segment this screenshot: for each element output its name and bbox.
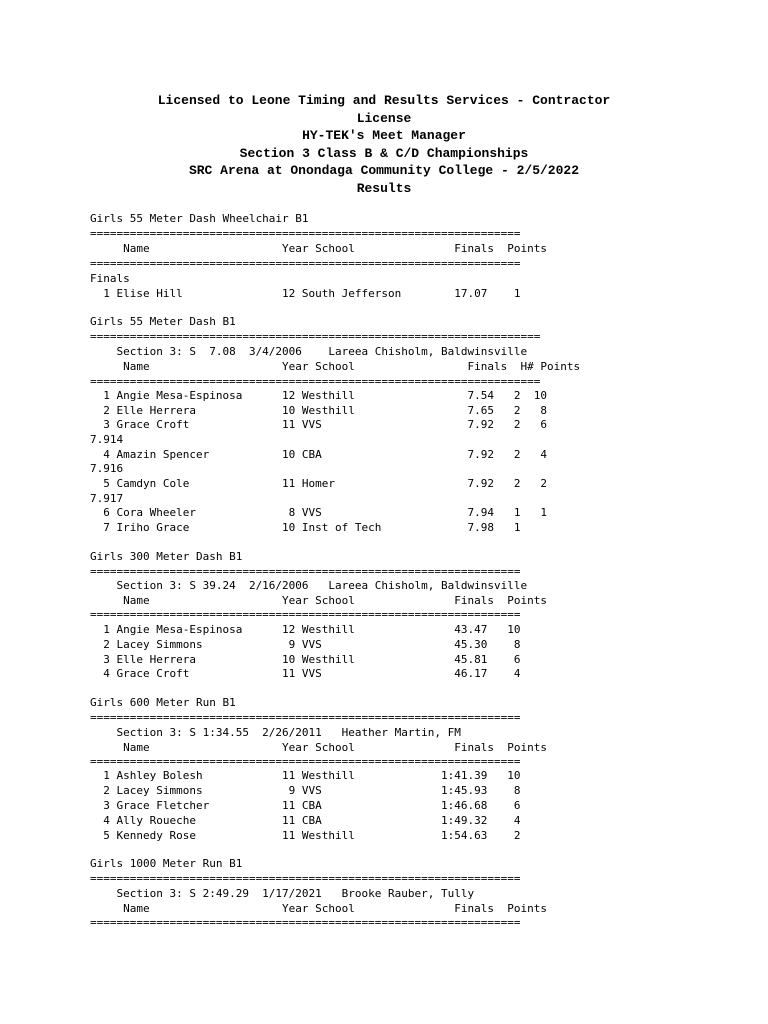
result-row: 5 Kennedy Rose 11 Westhill 1:54.63 2 — [90, 829, 521, 842]
event-title: Girls 300 Meter Dash B1 — [90, 550, 243, 563]
column-header: Name Year School Finals Points — [90, 594, 547, 607]
software-name: HY-TEK's Meet Manager — [302, 128, 466, 143]
results-heading: Results — [356, 180, 412, 196]
section-record: Section 3: S 2:49.29 1/17/2021 Brooke Rauber, Tully — [90, 887, 475, 900]
result-row: 2 Lacey Simmons 9 VVS 1:45.93 8 — [90, 784, 521, 797]
result-row: 3 Grace Fletcher 11 CBA 1:46.68 6 — [90, 799, 521, 812]
result-row: 4 Grace Croft 11 VVS 46.17 4 — [90, 667, 521, 680]
event-title: Girls 55 Meter Dash B1 — [90, 315, 236, 328]
separator-line: ==================================================================== — [90, 375, 541, 388]
tiebreak-time: 7.914 — [90, 433, 124, 446]
event-title: Girls 600 Meter Run B1 — [90, 696, 236, 709]
meet-name: Section 3 Class B & C/D Championships — [239, 145, 529, 161]
section-record: Section 3: S 1:34.55 2/26/2011 Heather Martin, FM — [90, 726, 461, 739]
round-label: Finals — [90, 272, 130, 285]
event-title: Girls 55 Meter Dash Wheelchair B1 — [90, 212, 309, 225]
result-row: 1 Angie Mesa-Espinosa 12 Westhill 43.47 10 — [90, 623, 521, 636]
column-header: Name Year School Finals Points — [90, 242, 547, 255]
column-header: Name Year School Finals Points — [90, 741, 547, 754]
separator-line: ================================================================= — [90, 565, 521, 578]
result-row: 3 Elle Herrera 10 Westhill 45.81 6 — [90, 653, 521, 666]
separator-line: ================================================================= — [90, 227, 521, 240]
separator-line: ================================================================= — [90, 711, 521, 724]
result-row: 2 Lacey Simmons 9 VVS 45.30 8 — [90, 638, 521, 651]
section-record: Section 3: S 7.08 3/4/2006 Lareea Chisholm, Baldwinsville — [90, 345, 528, 358]
result-row: 6 Cora Wheeler 8 VVS 7.94 1 1 — [90, 506, 547, 519]
result-row: 7 Iriho Grace 10 Inst of Tech 7.98 1 — [90, 521, 521, 534]
separator-line: ================================================================= — [90, 872, 521, 885]
tiebreak-time: 7.916 — [90, 462, 124, 475]
tiebreak-time: 7.917 — [90, 492, 124, 505]
separator-line: ================================================================= — [90, 916, 521, 929]
event-title: Girls 1000 Meter Run B1 — [90, 857, 243, 870]
separator-line: ================================================================= — [90, 755, 521, 768]
separator-line: ================================================================= — [90, 608, 521, 621]
result-row: 2 Elle Herrera 10 Westhill 7.65 2 8 — [90, 404, 547, 417]
result-row: 5 Camdyn Cole 11 Homer 7.92 2 2 — [90, 477, 547, 490]
result-row: 4 Amazin Spencer 10 CBA 7.92 2 4 — [90, 448, 547, 461]
separator-line: ================================================================= — [90, 257, 521, 270]
license-line: Licensed to Leone Timing and Results Services - Contractor — [157, 93, 611, 108]
license-line-continued: License — [356, 110, 412, 126]
result-row: 3 Grace Croft 11 VVS 7.92 2 6 — [90, 418, 547, 431]
column-header: Name Year School Finals H# Points — [90, 360, 581, 373]
meet-venue-date: SRC Arena at Onondaga Community College - 2/5/2022 — [188, 163, 580, 178]
result-row: 1 Angie Mesa-Espinosa 12 Westhill 7.54 2 10 — [90, 389, 547, 402]
separator-line: ==================================================================== — [90, 330, 541, 343]
result-row: 4 Ally Roueche 11 CBA 1:49.32 4 — [90, 814, 521, 827]
result-row: 1 Ashley Bolesh 11 Westhill 1:41.39 10 — [90, 769, 521, 782]
result-row: 1 Elise Hill 12 South Jefferson 17.07 1 — [90, 287, 521, 300]
column-header: Name Year School Finals Points — [90, 902, 547, 915]
section-record: Section 3: S 39.24 2/16/2006 Lareea Chisholm, Baldwinsville — [90, 579, 528, 592]
